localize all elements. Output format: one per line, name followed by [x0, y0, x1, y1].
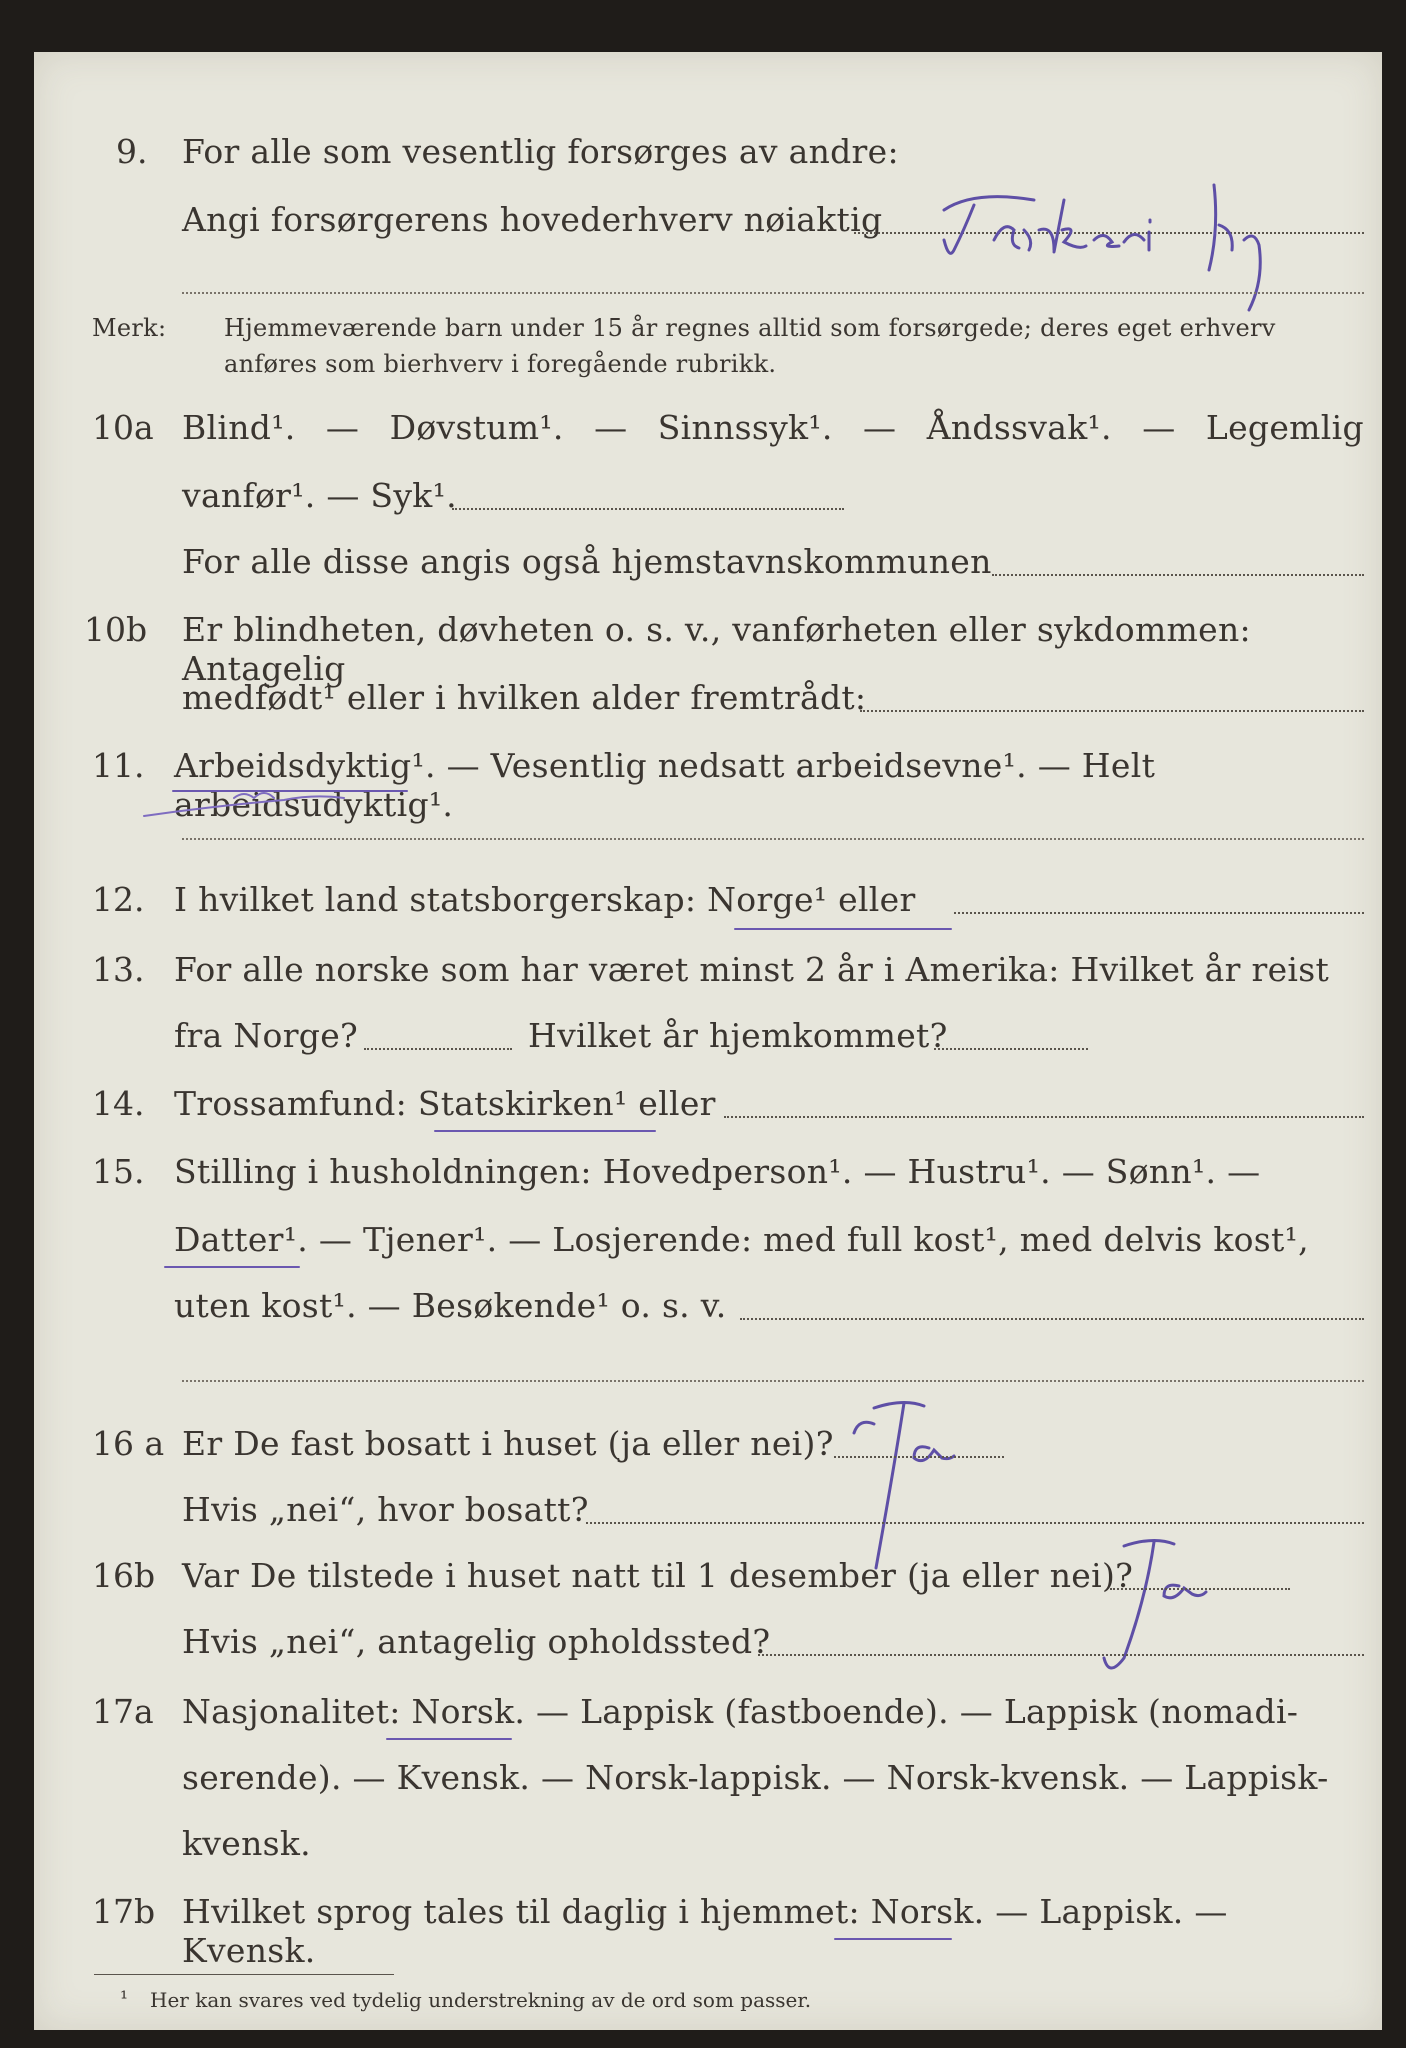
q13-line1: For alle norske som har været minst 2 år i Amerika: Hvilket år reist	[174, 950, 1330, 989]
q10a-option-3: —	[594, 408, 628, 447]
q17b-number: 17b	[92, 1892, 156, 1931]
q10a-option-6: Åndssvak¹.	[926, 408, 1112, 447]
q10a-option-5: —	[863, 408, 897, 447]
q16b-handwritten-ja	[1084, 1513, 1264, 1698]
q10a-option-7: —	[1142, 408, 1176, 447]
census-form-page	[34, 52, 1382, 2030]
q14-line1: Trossamfund: Statskirken¹ eller	[174, 1084, 716, 1123]
q10b-answer-line	[860, 710, 1364, 712]
q10b-line2: medfødt¹ eller i hvilken alder fremtrådt:	[182, 678, 867, 717]
q10a-line1	[182, 408, 1364, 447]
q15-answer-line	[740, 1318, 1364, 1320]
q10b-number: 10b	[84, 610, 148, 649]
q11-pen-scribble	[134, 780, 434, 824]
q15-line3: uten kost¹. — Besøkende¹ o. s. v.	[174, 1286, 727, 1325]
q13-line2-from: fra Norge?	[174, 1016, 359, 1055]
q12-answer-line	[954, 912, 1364, 914]
q14-underline-statskirken	[434, 1130, 656, 1132]
q10a-number: 10a	[92, 408, 154, 447]
q17b-underline-norsk	[834, 1938, 952, 1940]
q12-underline-norge	[734, 928, 952, 930]
q12-line1: I hvilket land statsborgerskap: Norge¹ eller	[174, 880, 916, 919]
footnote-rule	[94, 1974, 394, 1975]
q9-question-line2: Angi forsørgerens hovederhverv nøiaktig	[182, 200, 883, 239]
q9-question-line1: For alle som vesentlig forsørges av andre:	[182, 132, 899, 171]
q10a-line2: vanfør¹. — Syk¹.	[182, 476, 457, 515]
q16a-answer-line	[834, 1456, 1004, 1458]
q12-number: 12.	[92, 880, 145, 919]
svg-text:Ja: Ja	[1084, 1513, 1100, 1532]
q17a-line1: Nasjonalitet: Norsk. — Lappisk (fastboende). — Lappisk (nomadi-	[182, 1692, 1299, 1731]
q16a-number: 16 a	[92, 1424, 165, 1463]
q17a-number: 17a	[92, 1692, 154, 1731]
q13-line2-returned: Hvilket år hjemkommet?	[528, 1016, 948, 1055]
q13-number: 13.	[92, 950, 145, 989]
q9-handwritten-answer	[914, 155, 1354, 320]
footnote-text: Her kan svares ved tydelig understrekning av de ord som passer.	[150, 1988, 812, 2012]
q10a-option-4: Sinnssyk¹.	[657, 408, 833, 447]
q14-answer-line	[724, 1116, 1364, 1118]
q10a-option-8: Legemlig	[1205, 408, 1364, 447]
q11-line1: Arbeidsdyktig¹. — Vesentlig nedsatt arbeidsevne¹. — Helt arbeidsudyktig¹.	[174, 746, 1156, 824]
q13-year-returned-answer-line	[934, 1048, 1088, 1050]
q10a-line3-answer-line	[992, 574, 1364, 576]
q16a-location-answer-line	[586, 1522, 1364, 1524]
svg-text:Fiskeri: Fiskeri	[914, 155, 971, 174]
merk-label: Merk:	[92, 314, 167, 342]
q15-number: 15.	[92, 1152, 145, 1191]
q15-line2: Datter¹. — Tjener¹. — Losjerende: med full kost¹, med delvis kost¹,	[174, 1220, 1309, 1259]
q16b-line2: Hvis „nei“, antagelig opholdssted?	[182, 1622, 771, 1661]
q16b-line1: Var De tilstede i huset natt til 1 desember (ja eller nei)?	[182, 1556, 1134, 1595]
q15-underline-datter	[164, 1266, 300, 1268]
q11-number: 11.	[92, 746, 145, 785]
q17a-line3: kvensk.	[182, 1824, 311, 1863]
q16b-number: 16b	[92, 1556, 156, 1595]
merk-line2: anføres som bierhverv i foregående rubrikk.	[224, 350, 777, 378]
q9-separator	[182, 292, 1364, 294]
q17a-line2: serende). — Kvensk. — Norsk-lappisk. — Norsk-kvensk. — Lappisk-	[182, 1758, 1329, 1797]
q10a-line3: For alle disse angis også hjemstavnskommunen	[182, 542, 992, 581]
q10a-option-2: Døvstum¹.	[389, 408, 564, 447]
q15-line1: Stilling i husholdningen: Hovedperson¹. — Hustru¹. — Sønn¹. —	[174, 1152, 1261, 1191]
q11-separator	[182, 838, 1364, 840]
q16a-line1: Er De fast bosatt i huset (ja eller nei)?	[182, 1424, 834, 1463]
merk-line1: Hjemmeværende barn under 15 år regnes alltid som forsørgede; deres eget erhverv	[224, 314, 1276, 342]
q17a-underline-norsk	[386, 1738, 512, 1740]
q17b-line1: Hvilket sprog tales til daglig i hjemmet: Norsk. — Lappisk. — Kvensk.	[182, 1892, 1228, 1970]
q9-number: 9.	[116, 132, 148, 171]
q10a-line2-answer-line	[452, 508, 844, 510]
footnote-mark: ¹	[120, 1986, 129, 2010]
q14-number: 14.	[92, 1084, 145, 1123]
svg-text:Ja: Ja	[834, 1373, 850, 1392]
q16a-line2: Hvis „nei“, hvor bosatt?	[182, 1490, 589, 1529]
q16b-answer-line	[1110, 1588, 1290, 1590]
q16b-location-answer-line	[758, 1654, 1364, 1656]
q16a-handwritten-ja	[834, 1373, 1034, 1578]
q15-separator	[182, 1380, 1364, 1382]
q10a-option-0: Blind¹.	[182, 408, 296, 447]
q10b-line1: Er blindheten, døvheten o. s. v., vanførheten eller sykdommen: Antagelig	[182, 610, 1251, 688]
q13-year-left-answer-line	[364, 1048, 512, 1050]
q10a-option-1: —	[325, 408, 360, 447]
